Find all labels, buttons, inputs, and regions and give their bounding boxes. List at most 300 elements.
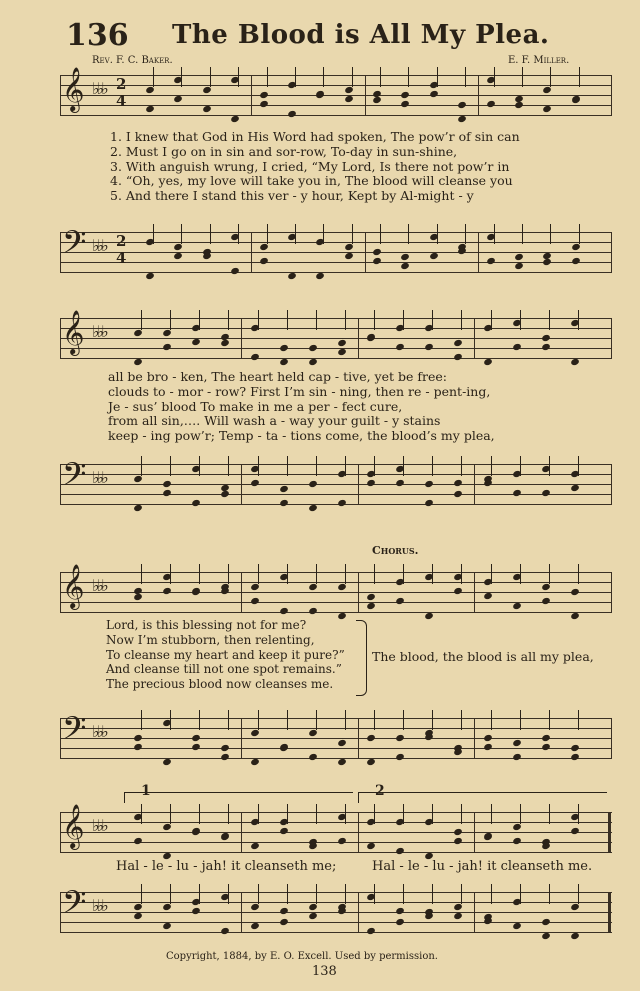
measure-barline: [241, 812, 242, 852]
note-head-icon: [570, 827, 580, 835]
note-stem: [550, 67, 551, 87]
chorus-label: Chorus.: [372, 544, 419, 557]
verse-line-1: all be bro - ken, The heart held cap - tive, yet be free:: [108, 369, 447, 384]
note-head-icon: [308, 480, 318, 488]
note-head-icon: [457, 115, 467, 123]
note-head-icon: [401, 253, 411, 261]
note-head-icon: [250, 842, 260, 850]
bass-clef-icon: 𝄢: [62, 710, 87, 754]
note-head-icon: [315, 272, 325, 280]
note-head-icon: [308, 583, 318, 591]
note-stem: [199, 710, 200, 730]
note-stem: [199, 804, 200, 824]
measure-barline: [241, 892, 242, 932]
system-1-verses: [110, 130, 520, 204]
note-head-icon: [279, 918, 289, 926]
system-4-treble-staff: [60, 804, 612, 852]
note-stem: [437, 224, 438, 244]
note-head-icon: [454, 748, 464, 756]
note-stem: [295, 67, 296, 87]
verse-line-1: 1. I knew that God in His Word had spoken, The pow’r of sin can: [110, 129, 520, 144]
note-head-icon: [344, 252, 354, 260]
note-stem: [374, 564, 375, 584]
note-head-icon: [191, 827, 201, 835]
note-head-icon: [133, 734, 143, 742]
note-head-icon: [571, 243, 581, 251]
note-stem: [432, 710, 433, 730]
note-stem: [199, 564, 200, 584]
note-head-icon: [512, 837, 522, 845]
note-head-icon: [162, 823, 172, 831]
note-stem: [228, 710, 229, 730]
note-head-icon: [337, 499, 347, 507]
measure-barline: [358, 572, 359, 612]
note-stem: [403, 456, 404, 476]
note-head-icon: [133, 912, 143, 920]
system-4-bass-staff: [60, 884, 612, 932]
note-head-icon: [133, 743, 143, 751]
note-head-icon: [512, 602, 522, 610]
note-stem: [578, 804, 579, 824]
note-stem: [199, 310, 200, 330]
note-head-icon: [512, 739, 522, 747]
note-stem: [199, 456, 200, 476]
note-head-icon: [259, 257, 269, 265]
note-head-icon: [337, 583, 347, 591]
note-stem: [520, 884, 521, 904]
note-head-icon: [429, 252, 439, 260]
note-head-icon: [512, 489, 522, 497]
note-head-icon: [424, 612, 434, 620]
note-stem: [520, 804, 521, 824]
note-stem: [238, 224, 239, 244]
note-head-icon: [279, 607, 289, 615]
note-head-icon: [315, 90, 325, 98]
note-head-icon: [133, 329, 143, 337]
note-stem: [352, 224, 353, 244]
measure-barline: [474, 718, 475, 758]
note-head-icon: [366, 842, 376, 850]
note-group: [60, 306, 612, 376]
note-head-icon: [279, 485, 289, 493]
measure-barline: [358, 718, 359, 758]
note-stem: [491, 564, 492, 584]
note-stem: [374, 804, 375, 824]
note-head-icon: [308, 842, 318, 850]
note-head-icon: [250, 758, 260, 766]
note-stem: [520, 564, 521, 584]
note-stem: [210, 67, 211, 87]
note-stem: [141, 564, 142, 584]
note-group: [60, 706, 612, 776]
note-head-icon: [308, 358, 318, 366]
note-head-icon: [366, 927, 376, 935]
note-stem: [141, 310, 142, 330]
ending-line-2: Now I’m stubborn, then relenting,: [106, 632, 315, 647]
note-stem: [432, 884, 433, 904]
note-stem: [461, 564, 462, 584]
note-stem: [258, 310, 259, 330]
verse-line-2: clouds to - mor - row? First I’m sin - ning, then re - pent-ing,: [108, 383, 491, 399]
note-head-icon: [401, 100, 411, 108]
system-2-treble-staff: [60, 310, 612, 358]
note-stem: [549, 804, 550, 824]
note-head-icon: [250, 353, 260, 361]
note-stem: [403, 310, 404, 330]
note-head-icon: [133, 475, 143, 483]
note-stem: [374, 884, 375, 904]
note-head-icon: [308, 344, 318, 352]
note-head-icon: [279, 358, 289, 366]
note-stem: [287, 310, 288, 330]
ending-line-5: The precious blood now cleanses me.: [106, 677, 334, 692]
note-head-icon: [162, 758, 172, 766]
note-stem: [258, 456, 259, 476]
note-stem: [579, 224, 580, 244]
note-stem: [316, 564, 317, 584]
note-stem: [491, 884, 492, 904]
note-stem: [228, 456, 229, 476]
note-head-icon: [483, 743, 493, 751]
note-head-icon: [395, 907, 405, 915]
note-stem: [287, 804, 288, 824]
note-head-icon: [344, 86, 354, 94]
measure-barline: [358, 892, 359, 932]
note-stem: [491, 804, 492, 824]
note-head-icon: [191, 499, 201, 507]
second-ending-number: 2: [375, 783, 385, 799]
note-head-icon: [202, 105, 212, 113]
note-stem: [380, 224, 381, 244]
note-stem: [228, 310, 229, 330]
note-head-icon: [174, 252, 184, 260]
system-2-verses: [108, 370, 495, 444]
note-head-icon: [395, 918, 405, 926]
note-stem: [345, 804, 346, 824]
note-stem: [578, 456, 579, 476]
note-head-icon: [259, 243, 269, 251]
note-stem: [323, 67, 324, 87]
note-head-icon: [424, 343, 434, 351]
note-head-icon: [366, 758, 376, 766]
note-stem: [491, 456, 492, 476]
note-stem: [210, 224, 211, 244]
note-head-icon: [230, 267, 240, 275]
note-head-icon: [454, 837, 464, 845]
measure-barline: [251, 75, 252, 115]
note-head-icon: [454, 479, 464, 487]
measure-barline: [241, 572, 242, 612]
hymn-title: The Blood is All My Plea.: [172, 20, 550, 50]
measure-barline: [365, 232, 366, 272]
note-head-icon: [570, 612, 580, 620]
note-head-icon: [259, 91, 269, 99]
note-head-icon: [454, 828, 464, 836]
note-head-icon: [259, 100, 269, 108]
verse-line-3: Je - sus’ blood To make in me a per - fect cure,: [108, 398, 403, 414]
note-stem: [437, 67, 438, 87]
note-head-icon: [133, 837, 143, 845]
note-head-icon: [250, 922, 260, 930]
note-stem: [578, 310, 579, 330]
note-head-icon: [250, 479, 260, 487]
note-stem: [549, 884, 550, 904]
note-stem: [549, 456, 550, 476]
note-stem: [520, 710, 521, 730]
note-head-icon: [221, 832, 231, 840]
note-stem: [578, 884, 579, 904]
note-head-icon: [221, 744, 231, 752]
note-head-icon: [541, 583, 551, 591]
time-signature: 2 4: [116, 232, 127, 267]
note-head-icon: [541, 343, 551, 351]
note-head-icon: [372, 248, 382, 256]
note-head-icon: [287, 110, 297, 118]
note-stem: [258, 804, 259, 824]
treble-clef-icon: 𝄞: [62, 67, 85, 111]
note-head-icon: [424, 480, 434, 488]
note-stem: [181, 224, 182, 244]
note-head-icon: [395, 343, 405, 351]
note-stem: [374, 310, 375, 330]
note-stem: [403, 710, 404, 730]
note-head-icon: [542, 252, 552, 260]
note-stem: [170, 804, 171, 824]
note-stem: [258, 564, 259, 584]
note-stem: [432, 804, 433, 824]
note-head-icon: [395, 734, 405, 742]
key-signature-icon: ♭♭♭: [92, 322, 106, 341]
note-head-icon: [570, 903, 580, 911]
verse-line-5: 5. And there I stand this ver - y hour, Kept by Al-might - y: [110, 188, 474, 204]
hymn-number: 136: [66, 18, 129, 53]
note-head-icon: [162, 343, 172, 351]
note-stem: [579, 67, 580, 87]
note-head-icon: [483, 734, 493, 742]
note-head-icon: [570, 932, 580, 940]
verse-line-4: from all sin,…. Will wash a - way your guilt - y stains: [108, 413, 441, 429]
note-group: [60, 63, 612, 133]
note-group: [60, 452, 612, 522]
verse-line-2: 2. Must I go on in sin and sor-row, To-day in sun-shine,: [110, 143, 458, 159]
note-head-icon: [221, 927, 231, 935]
note-head-icon: [429, 90, 439, 98]
note-head-icon: [570, 588, 580, 596]
note-stem: [258, 710, 259, 730]
note-stem: [170, 884, 171, 904]
note-head-icon: [191, 338, 201, 346]
note-head-icon: [174, 95, 184, 103]
note-head-icon: [230, 115, 240, 123]
note-stem: [258, 884, 259, 904]
verse-line-3: 3. With anguish wrung, I cried, “My Lord, Is there not pow’r in: [110, 158, 510, 174]
note-head-icon: [133, 504, 143, 512]
note-head-icon: [457, 247, 467, 255]
note-head-icon: [457, 101, 467, 109]
key-signature-icon: ♭♭♭: [92, 722, 106, 741]
note-stem: [323, 224, 324, 244]
measure-barline: [365, 75, 366, 115]
note-head-icon: [162, 922, 172, 930]
note-stem: [461, 310, 462, 330]
note-stem: [316, 804, 317, 824]
note-head-icon: [541, 918, 551, 926]
chorus-refrain: The blood, the blood is all my plea,: [372, 649, 594, 664]
note-head-icon: [250, 729, 260, 737]
note-head-icon: [145, 105, 155, 113]
note-head-icon: [337, 348, 347, 356]
note-head-icon: [372, 257, 382, 265]
note-stem: [141, 884, 142, 904]
key-signature-icon: ♭♭♭: [92, 79, 106, 98]
note-head-icon: [202, 252, 212, 260]
measure-barline: [474, 572, 475, 612]
note-stem: [141, 456, 142, 476]
note-stem: [153, 224, 154, 244]
note-stem: [228, 884, 229, 904]
note-head-icon: [279, 907, 289, 915]
key-signature-icon: ♭♭♭: [92, 468, 106, 487]
note-head-icon: [279, 827, 289, 835]
note-head-icon: [337, 758, 347, 766]
note-stem: [170, 710, 171, 730]
system-3-treble-staff: [60, 564, 612, 612]
note-stem: [228, 804, 229, 824]
note-stem: [408, 224, 409, 244]
note-stem: [374, 456, 375, 476]
note-stem: [380, 67, 381, 87]
note-stem: [549, 710, 550, 730]
note-stem: [141, 804, 142, 824]
note-stem: [170, 310, 171, 330]
note-stem: [461, 710, 462, 730]
note-head-icon: [571, 257, 581, 265]
note-head-icon: [366, 333, 376, 341]
note-stem: [228, 564, 229, 584]
note-head-icon: [221, 484, 231, 492]
note-head-icon: [454, 587, 464, 595]
key-signature-icon: ♭♭♭: [92, 576, 106, 595]
note-stem: [432, 564, 433, 584]
note-stem: [461, 804, 462, 824]
copyright-notice: Copyright, 1884, by E. O. Excell. Used by permission.: [166, 951, 438, 962]
lyricist-credit: Rev. F. C. Baker.: [92, 55, 173, 66]
note-head-icon: [570, 753, 580, 761]
note-head-icon: [250, 597, 260, 605]
note-stem: [374, 710, 375, 730]
note-head-icon: [337, 739, 347, 747]
note-stem: [141, 710, 142, 730]
note-head-icon: [483, 358, 493, 366]
note-stem: [403, 564, 404, 584]
note-stem: [520, 310, 521, 330]
note-stem: [345, 310, 346, 330]
note-head-icon: [541, 734, 551, 742]
note-head-icon: [512, 343, 522, 351]
note-stem: [287, 710, 288, 730]
note-head-icon: [542, 86, 552, 94]
note-stem: [578, 564, 579, 584]
note-head-icon: [162, 480, 172, 488]
note-head-icon: [202, 86, 212, 94]
note-head-icon: [308, 504, 318, 512]
note-stem: [403, 884, 404, 904]
measure-barline: [251, 232, 252, 272]
note-stem: [352, 67, 353, 87]
note-head-icon: [395, 847, 405, 855]
chorus-verse-endings: [106, 618, 345, 692]
note-stem: [522, 224, 523, 244]
note-head-icon: [512, 753, 522, 761]
note-head-icon: [570, 484, 580, 492]
note-head-icon: [162, 587, 172, 595]
bass-clef-icon: 𝄢: [62, 224, 87, 268]
note-head-icon: [308, 903, 318, 911]
note-head-icon: [541, 842, 551, 850]
note-head-icon: [145, 272, 155, 280]
note-head-icon: [454, 353, 464, 361]
note-head-icon: [191, 587, 201, 595]
ending-line-3: To cleanse my heart and keep it pure?”: [106, 647, 345, 662]
measure-barline: [358, 812, 359, 852]
note-stem: [549, 564, 550, 584]
page-number: 138: [312, 964, 337, 979]
note-stem: [491, 310, 492, 330]
key-signature-icon: ♭♭♭: [92, 236, 106, 255]
note-group: [60, 220, 612, 290]
note-head-icon: [279, 499, 289, 507]
note-head-icon: [279, 344, 289, 352]
note-stem: [403, 804, 404, 824]
note-head-icon: [221, 587, 231, 595]
verse-line-5: keep - ing pow’r; Temp - ta - tions come, the blood’s my plea,: [108, 428, 495, 444]
bass-clef-icon: 𝄢: [62, 456, 87, 500]
note-stem: [461, 456, 462, 476]
measure-barline: [478, 75, 479, 115]
note-head-icon: [191, 743, 201, 751]
note-head-icon: [366, 734, 376, 742]
note-group: [60, 880, 612, 950]
note-head-icon: [512, 823, 522, 831]
note-head-icon: [395, 479, 405, 487]
note-stem: [199, 884, 200, 904]
ending-line-1: Lord, is this blessing not for me?: [106, 618, 307, 632]
note-head-icon: [344, 95, 354, 103]
ending-line-4: And cleanse till not one spot remains.”: [106, 662, 342, 677]
note-head-icon: [337, 837, 347, 845]
note-head-icon: [514, 253, 524, 261]
note-head-icon: [366, 593, 376, 601]
note-head-icon: [514, 262, 524, 270]
note-head-icon: [250, 583, 260, 591]
note-head-icon: [541, 932, 551, 940]
note-head-icon: [512, 922, 522, 930]
note-stem: [238, 67, 239, 87]
first-ending-number: 1: [141, 783, 151, 799]
note-head-icon: [454, 339, 464, 347]
note-head-icon: [541, 334, 551, 342]
system-2-bass-staff: [60, 456, 612, 504]
note-stem: [316, 310, 317, 330]
note-head-icon: [344, 243, 354, 251]
note-head-icon: [308, 729, 318, 737]
note-head-icon: [366, 479, 376, 487]
treble-clef-icon: 𝄞: [62, 564, 85, 608]
note-head-icon: [541, 489, 551, 497]
note-stem: [345, 564, 346, 584]
note-head-icon: [454, 912, 464, 920]
note-stem: [170, 564, 171, 584]
